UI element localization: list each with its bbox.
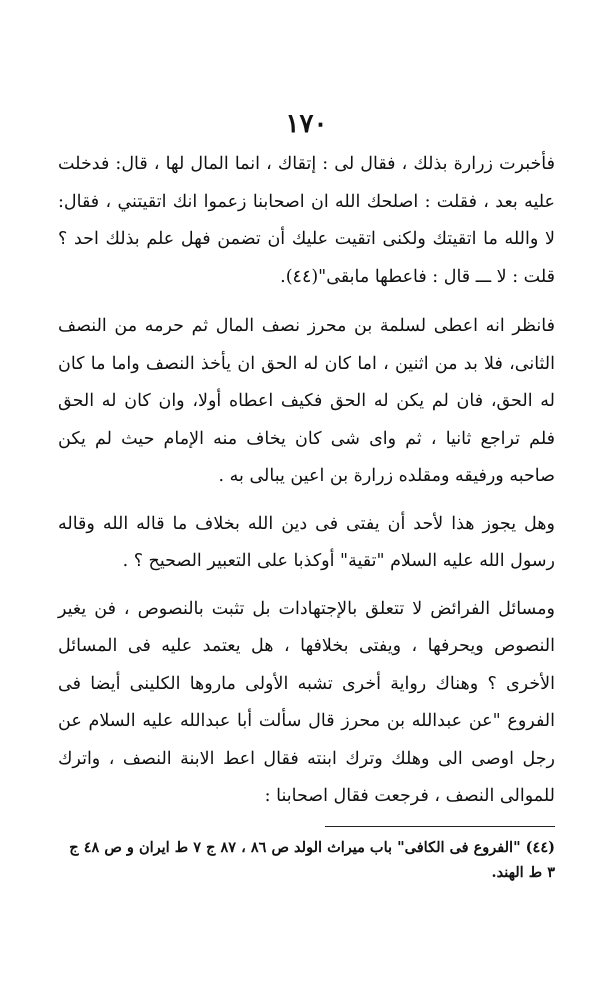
footnote-divider: [325, 826, 555, 827]
footnote: (٤٤) "الفروع فى الكافى" باب ميراث الولد ص ٨٦ ، ٨٧ ج ٧ ط ايران و ص ٤٨ ج ٣ ط الهند.: [69, 838, 555, 881]
paragraph-3: وهل يجوز هذا لأحد أن يفتى فى دين الله بخلاف ما قاله الله وقاله رسول الله عليه السلام "تقية" أوكذبا على التعبير الصحيح ؟ .: [58, 513, 555, 571]
page-number: ١٧٠: [285, 109, 328, 139]
body-text: [58, 146, 555, 816]
paragraph-4: ومسائل الفرائض لا تتعلق بالإجتهادات بل تثبت بالنصوص ، فن يغير النصوص ويحرفها ، ويفتى بخلافها ، هل يعتمد عليه فى المسائل الأخرى ؟ وهناك رواية أخرى تشبه الأولى ماروها الكلينى أيضا فى الفروع "عن عبدالله بن محرز قال سألت أبا عبدالله عليه السلام عن رجل اوصى الى وهلك وترك ابنته فقال اعط الابنة النصف ، واترك للموالى النصف ، فرجعت فقال اصحابنا :: [58, 598, 555, 806]
paragraph-2: فانظر انه اعطى لسلمة بن محرز نصف المال ثم حرمه من النصف الثانى، فلا بد من اثنين ، اما كان له الحق ان يأخذ النصف واما ما كان له الحق، فان لم يكن له الحق فكيف اعطاه أولا، وان كان له الحق فلم تراجع ثانيا ، ثم واى شى كان يخاف منه الإمام حيث لم يكن صاحبه ورفيقه ومقلده زرارة بن اعين يبالى به .: [58, 316, 555, 486]
paragraph-1: فأخبرت زرارة بذلك ، فقال لى : إتقاك ، انما المال لها ، قال: فدخلت عليه بعد ، فقلت : اصلحك الله ان اصحابنا زعموا انك اتقيتني ، فقال: لا والله ما اتقيتك ولكنى اتقيت عليك أن تضمن فهل علم بذلك احد ؟ قلت : لا ـــ قال : فاعطها مابقى"(٤٤).: [58, 154, 555, 287]
